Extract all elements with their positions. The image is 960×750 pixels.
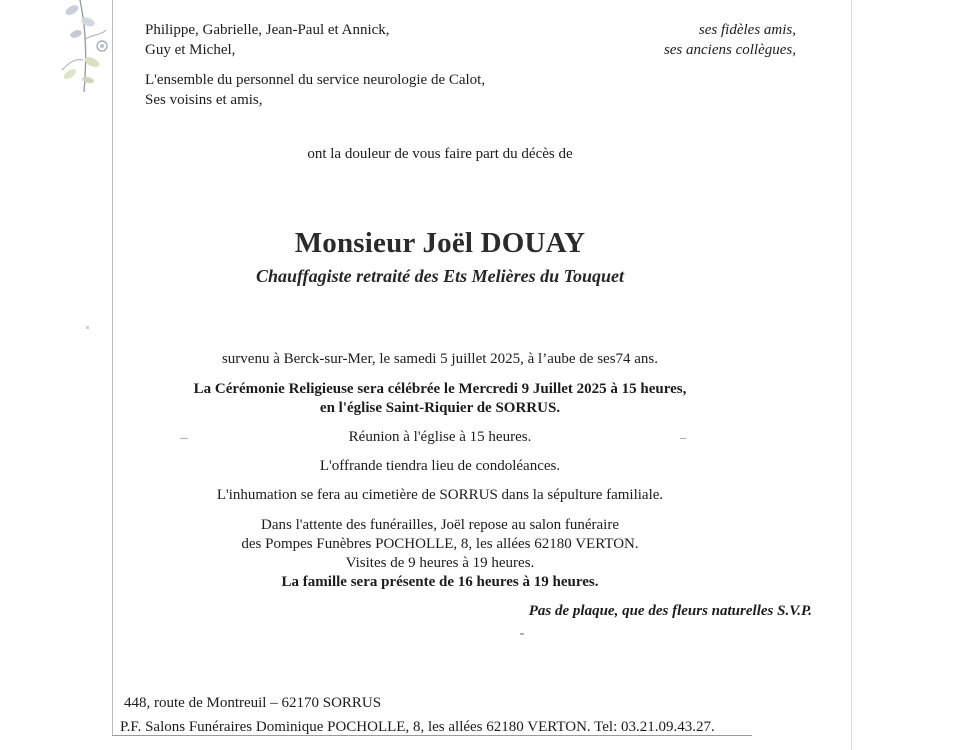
scan-speck — [680, 438, 686, 439]
rest-line-3: Visites de 9 heures à 19 heures. — [345, 555, 535, 571]
scan-speck — [520, 633, 524, 635]
family-line-3: L'ensemble du personnel du service neurologie de Calot, — [145, 72, 486, 88]
family-line-4: Ses voisins et amis, — [145, 92, 263, 108]
family-line-2: Guy et Michel, — [145, 42, 236, 58]
footer-address: 448, route de Montreuil – 62170 SORRUS — [124, 695, 382, 711]
friends-line-2: ses anciens collègues, — [663, 42, 796, 58]
deceased-name: Monsieur Joël DOUAY — [294, 227, 586, 259]
friends-line-1: ses fidèles amis, — [698, 22, 796, 38]
flower-decoration-icon — [58, 0, 118, 92]
frame-left-border — [112, 0, 113, 736]
meeting-info: Réunion à l'église à 15 heures. — [348, 429, 532, 445]
rest-line-2: des Pompes Funèbres POCHOLLE, 8, les allées 62180 VERTON. — [241, 536, 639, 552]
footer-funeral-home: P.F. Salons Funéraires Dominique POCHOLLE, 8, les allées 62180 VERTON. Tel: 03.21.09.43.27. — [120, 719, 715, 735]
death-info: survenu à Berck-sur-Mer, le samedi 5 juillet 2025, à l’aube de ses74 ans. — [221, 351, 659, 367]
rest-line-1: Dans l'attente des funérailles, Joël repose au salon funéraire — [261, 517, 619, 533]
offering-info: L'offrande tiendra lieu de condoléances. — [319, 458, 561, 474]
deceased-title: Chauffagiste retraité des Ets Melières du Touquet — [255, 266, 625, 286]
page-edge-line — [851, 0, 852, 750]
scan-speck — [180, 438, 188, 439]
ceremony-line-2: en l'église Saint-Riquier de SORRUS. — [319, 400, 561, 416]
rest-line-4: La famille sera présente de 16 heures à 19 heures. — [281, 574, 599, 590]
announcement-text: ont la douleur de vous faire part du décès de — [307, 146, 573, 162]
scan-speck — [86, 326, 89, 329]
burial-info: L'inhumation se fera au cimetière de SORRUS dans la sépulture familiale. — [216, 487, 664, 503]
family-line-1: Philippe, Gabrielle, Jean-Paul et Annick, — [145, 22, 390, 38]
ceremony-line-1: La Cérémonie Religieuse sera célébrée le Mercredi 9 Juillet 2025 à 15 heures, — [193, 381, 687, 397]
flowers-note: Pas de plaque, que des fleurs naturelles S.V.P. — [528, 603, 812, 619]
